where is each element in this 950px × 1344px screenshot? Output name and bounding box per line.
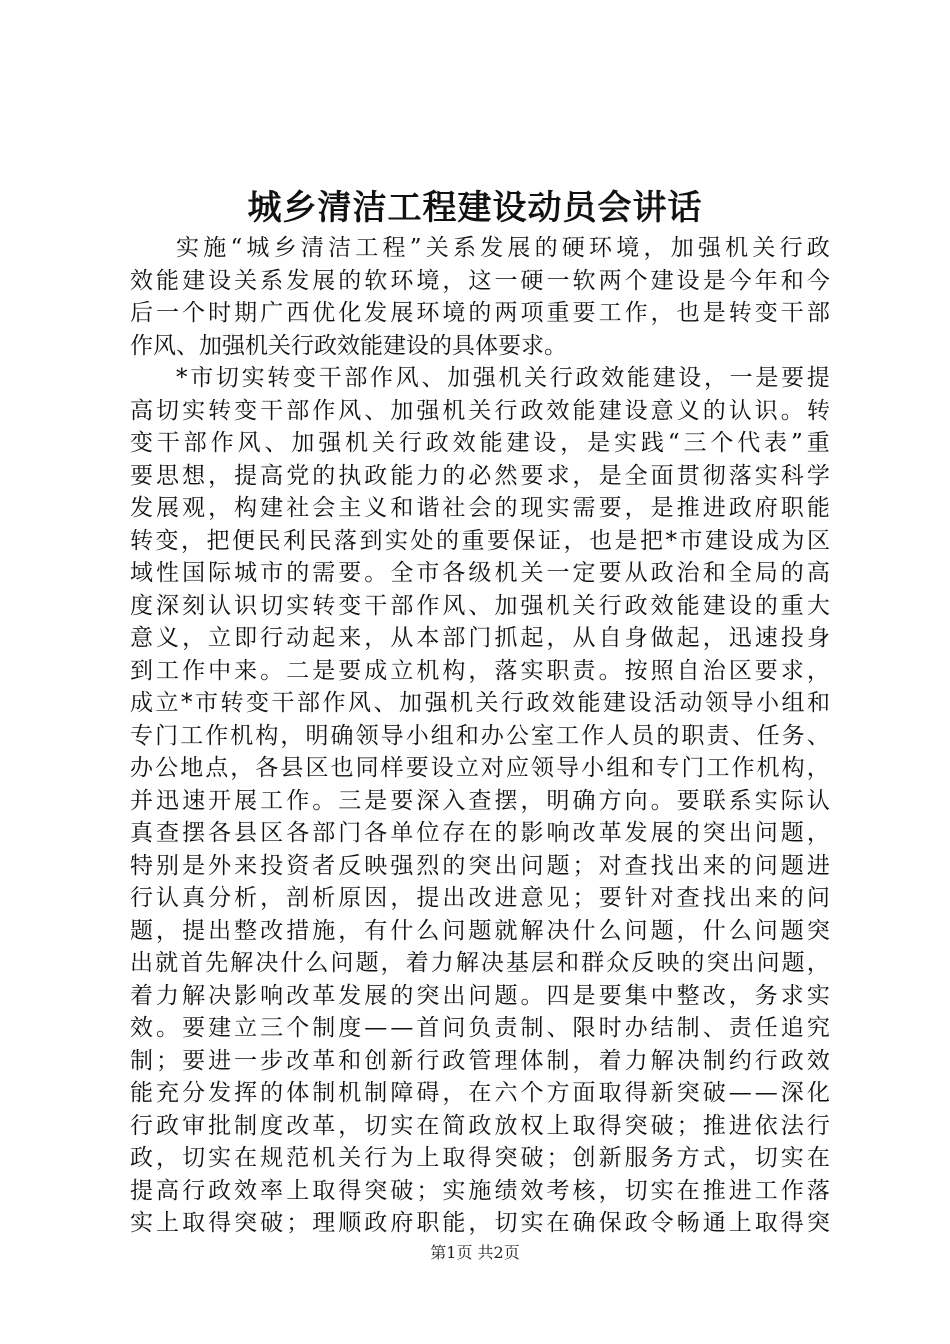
text-line: 题 ， 提 出 整 改 措 施 ， 有 什 么 问 题 就 解 决 什 么 问 题 ， 什 么 问 题 突 — [130, 917, 830, 944]
text-line: 发 展 观 ， 构 建 社 会 主 义 和 谐 社 会 的 现 实 需 要 ， 是 推 进 政 府 职 能 — [130, 495, 830, 521]
text-line: 意 义 ， 立 即 行 动 起 来 ， 从 本 部 门 抓 起 ， 从 自 身 做 起 ， 迅 速 投 身 — [130, 625, 830, 651]
text-line: 办 公 地 点 ， 各 县 区 也 同 样 要 设 立 对 应 领 导 小 组 和 专 门 工 作 机 构 ， — [130, 755, 830, 781]
text-line: 变 干 部 作 风 、 加 强 机 关 行 政 效 能 建 设 ， 是 实 践 “ 三 个 代 表 ” 重 — [130, 430, 830, 456]
page-footer: 第1页 共2页 — [430, 1243, 520, 1262]
text-line: 特 别 是 外 来 投 资 者 反 映 强 烈 的 突 出 问 题 ； 对 查 找 出 来 的 问 题 进 — [130, 852, 830, 879]
text-line: 制 ； 要 进 一 步 改 革 和 创 新 行 政 管 理 体 制 ， 着 力 解 决 制 约 行 政 效 — [130, 1047, 830, 1074]
text-line: 效 能 建 设 关 系 发 展 的 软 环 境 ， 这 一 硬 一 软 两 个 建 设 是 今 年 和 今 — [130, 267, 830, 294]
text-line: 高 切 实 转 变 干 部 作 风 、 加 强 机 关 行 政 效 能 建 设 意 义 的 认 识 。 转 — [130, 397, 830, 424]
text-line: 专 门 工 作 机 构 ， 明 确 领 导 小 组 和 办 公 室 工 作 人 员 的 职 责 、 任 务 、 — [130, 722, 830, 749]
text-line: 到 工 作 中 来 。 二 是 要 成 立 机 构 ， 落 实 职 责 。 按 照 自 治 区 要 求 ， — [130, 657, 830, 684]
text-line: 要 思 想 ， 提 高 党 的 执 政 能 力 的 必 然 要 求 ， 是 全 面 贯 彻 落 实 科 学 — [130, 462, 830, 489]
text-line: 实 施 “ 城 乡 清 洁 工 程 ” 关 系 发 展 的 硬 环 境 ， 加 强 机 关 行 政 — [176, 235, 830, 261]
text-line: * 市 切 实 转 变 干 部 作 风 、 加 强 机 关 行 政 效 能 建 设 ， 一 是 要 提 — [176, 365, 830, 391]
text-line: 提 高 行 政 效 率 上 取 得 突 破 ； 实 施 绩 效 考 核 ， 切 实 在 推 进 工 作 落 — [130, 1177, 830, 1204]
text-line: 能 充 分 发 挥 的 体 制 机 制 障 碍 ， 在 六 个 方 面 取 得 新 突 破 — — 深 化 — [130, 1080, 830, 1106]
text-line: 实 上 取 得 突 破 ； 理 顺 政 府 职 能 ， 切 实 在 确 保 政 令 畅 通 上 取 得 突 — [130, 1210, 830, 1236]
text-line: 域 性 国 际 城 市 的 需 要 。 全 市 各 级 机 关 一 定 要 从 政 治 和 全 局 的 高 — [130, 560, 830, 586]
text-line: 行 政 审 批 制 度 改 革 ， 切 实 在 简 政 放 权 上 取 得 突 破 ； 推 进 依 法 行 — [130, 1112, 830, 1139]
text-line: 成 立 * 市 转 变 干 部 作 风 、 加 强 机 关 行 政 效 能 建 设 活 动 领 导 小 组 和 — [130, 690, 830, 716]
text-line: 后 一 个 时 期 广 西 优 化 发 展 环 境 的 两 项 重 要 工 作 ， 也 是 转 变 干 部 — [130, 300, 830, 326]
text-line: 行 认 真 分 析 ， 剖 析 原 因 ， 提 出 改 进 意 见 ； 要 针 对 查 找 出 来 的 问 — [130, 885, 830, 911]
text-line: 转 变 ， 把 便 民 利 民 落 到 实 处 的 重 要 保 证 ， 也 是 把 * 市 建 设 成 为 区 — [130, 527, 830, 554]
text-line: 作 风 、 加 强 机 关 行 政 效 能 建 设 的 具 体 要 求 。 — [130, 332, 567, 359]
text-line: 出 就 首 先 解 决 什 么 问 题 ， 着 力 解 决 基 层 和 群 众 反 映 的 突 出 问 题 ， — [130, 950, 830, 976]
text-line: 着 力 解 决 影 响 改 革 发 展 的 突 出 问 题 。 四 是 要 集 中 整 改 ， 务 求 实 — [130, 982, 830, 1009]
text-line: 真 查 摆 各 县 区 各 部 门 各 单 位 存 在 的 影 响 改 革 发 展 的 突 出 问 题 ， — [130, 820, 830, 846]
text-line: 政 ， 切 实 在 规 范 机 关 行 为 上 取 得 突 破 ； 创 新 服 务 方 式 ， 切 实 在 — [130, 1145, 830, 1171]
text-line: 并 迅 速 开 展 工 作 。 三 是 要 深 入 查 摆 ， 明 确 方 向 。 要 联 系 实 际 认 — [130, 787, 830, 814]
document-body — [130, 232, 830, 1240]
document-title: 城乡清洁工程建设动员会讲话 — [247, 188, 703, 228]
text-line: 度 深 刻 认 识 切 实 转 变 干 部 作 风 、 加 强 机 关 行 政 效 能 建 设 的 重 大 — [130, 592, 830, 619]
text-line: 效 。 要 建 立 三 个 制 度 — — 首 问 负 责 制 、 限 时 办 结 制 、 责 任 追 究 — [130, 1015, 830, 1041]
